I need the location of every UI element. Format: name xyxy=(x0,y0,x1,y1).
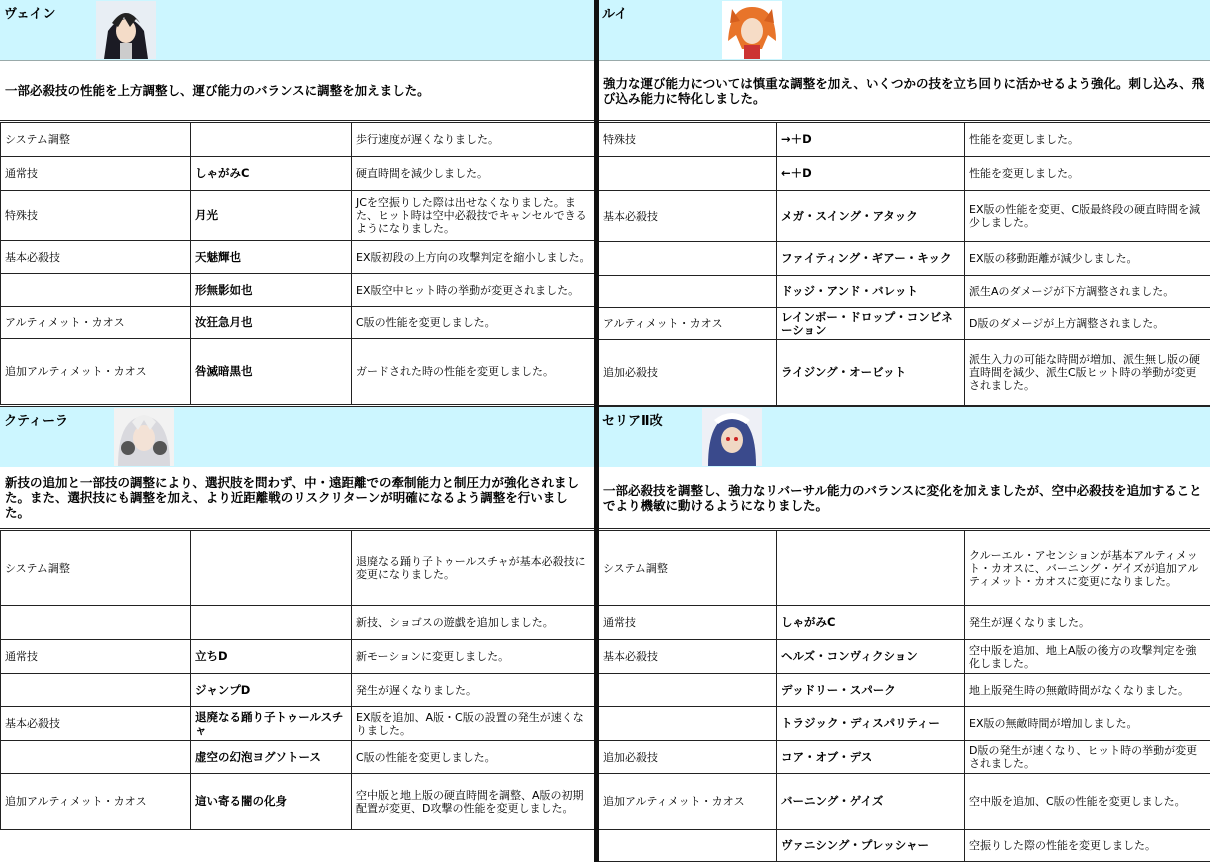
table-row xyxy=(599,830,1210,862)
description-cell: 派生Aのダメージが下方調整されました。 xyxy=(965,276,1210,308)
description-cell: D版のダメージが上方調整されました。 xyxy=(965,308,1210,340)
move-cell: メガ・スイング・アタック xyxy=(777,191,965,242)
character-portrait xyxy=(114,408,174,466)
change-table xyxy=(598,530,1210,862)
table-row xyxy=(1,674,597,707)
description-cell: JCを空振りした際は出せなくなりました。また、ヒット時は空中必殺技でキャンセルできるようになりました。 xyxy=(352,191,597,241)
move-cell: トラジック・ディスパリティー xyxy=(777,707,965,741)
category-cell xyxy=(1,274,191,307)
move-cell xyxy=(191,123,352,157)
description-cell: 歩行速度が遅くなりました。 xyxy=(352,123,597,157)
category-cell: システム調整 xyxy=(1,123,191,157)
move-cell: 這い寄る闇の化身 xyxy=(191,774,352,830)
table-row xyxy=(599,674,1210,707)
category-cell: 基本必殺技 xyxy=(1,241,191,274)
panel-summary: 強力な運び能力については慎重な調整を加え、いくつかの技を立ち回りに活かせるよう強化。刺し込み、飛び込み能力に特化しました。 xyxy=(598,61,1210,121)
move-cell: しゃがみC xyxy=(777,606,965,640)
description-cell: 空中版と地上版の硬直時間を調整、A版の初期配置が変更、D攻撃の性能を変更しました。 xyxy=(352,774,597,830)
panel-header xyxy=(598,0,1210,61)
move-cell: 汝狂急月也 xyxy=(191,307,352,339)
move-cell: ヘルズ・コンヴィクション xyxy=(777,640,965,674)
category-cell: アルティメット・カオス xyxy=(599,308,777,340)
table-row xyxy=(1,339,597,405)
table-row xyxy=(1,307,597,339)
table-row xyxy=(1,606,597,640)
category-cell: 追加アルティメット・カオス xyxy=(1,339,191,405)
table-row xyxy=(1,774,597,830)
description-cell: 空中版を追加、C版の性能を変更しました。 xyxy=(965,774,1210,830)
move-cell: 月光 xyxy=(191,191,352,241)
character-name: セリアⅡ改 xyxy=(602,414,663,429)
move-cell: ジャンプD xyxy=(191,674,352,707)
change-table xyxy=(0,122,597,405)
move-cell: 立ちD xyxy=(191,640,352,674)
table-row xyxy=(599,774,1210,830)
move-cell: 天魅輝也 xyxy=(191,241,352,274)
description-cell: EX版を追加、A版・C版の設置の発生が速くなりました。 xyxy=(352,707,597,741)
category-cell: システム調整 xyxy=(1,531,191,606)
description-cell: 性能を変更しました。 xyxy=(965,157,1210,191)
move-cell: ファイティング・ギアー・キック xyxy=(777,242,965,276)
table-row xyxy=(1,157,597,191)
category-cell xyxy=(599,242,777,276)
category-cell: 特殊技 xyxy=(1,191,191,241)
table-row xyxy=(599,640,1210,674)
table-row xyxy=(1,241,597,274)
move-cell: ←＋D xyxy=(777,157,965,191)
character-portrait xyxy=(96,1,156,59)
description-cell: D版の発生が速くなり、ヒット時の挙動が変更されました。 xyxy=(965,741,1210,774)
table-row xyxy=(599,276,1210,308)
panel-header xyxy=(598,406,1210,468)
character-name: ヴェイン xyxy=(4,7,56,22)
category-cell: 基本必殺技 xyxy=(599,191,777,242)
description-cell: 発生が遅くなりました。 xyxy=(965,606,1210,640)
category-cell: 特殊技 xyxy=(599,123,777,157)
category-cell: 通常技 xyxy=(599,606,777,640)
category-cell xyxy=(1,674,191,707)
description-cell: 地上版発生時の無敵時間がなくなりました。 xyxy=(965,674,1210,707)
description-cell: 新モーションに変更しました。 xyxy=(352,640,597,674)
table-row xyxy=(599,340,1210,406)
move-cell xyxy=(191,606,352,640)
category-cell: 追加必殺技 xyxy=(599,340,777,406)
character-name: クティーラ xyxy=(4,414,68,429)
table-row xyxy=(1,741,597,774)
character-portrait xyxy=(702,408,762,466)
move-cell: →＋D xyxy=(777,123,965,157)
character-panel-celia xyxy=(598,406,1210,862)
description-cell: EX版の無敵時間が増加しました。 xyxy=(965,707,1210,741)
move-cell: 虚空の幻泡ヨグソトース xyxy=(191,741,352,774)
description-cell: 発生が遅くなりました。 xyxy=(352,674,597,707)
table-row xyxy=(599,191,1210,242)
table-row xyxy=(599,157,1210,191)
move-cell: ヴァニシング・プレッシャー xyxy=(777,830,965,862)
description-cell: C版の性能を変更しました。 xyxy=(352,307,597,339)
table-row xyxy=(1,191,597,241)
category-cell: 基本必殺技 xyxy=(1,707,191,741)
table-row xyxy=(1,123,597,157)
category-cell xyxy=(599,674,777,707)
character-panel-rui xyxy=(598,0,1210,406)
panel-summary: 一部必殺技を調整し、強力なリバーサル能力のバランスに変化を加えましたが、空中必殺技を追加することでより機敏に動けるようになりました。 xyxy=(598,467,1210,529)
description-cell: 空中版を追加、地上A版の後方の攻撃判定を強化しました。 xyxy=(965,640,1210,674)
table-row xyxy=(1,640,597,674)
category-cell xyxy=(599,276,777,308)
description-cell: クルーエル・アセンションが基本アルティメット・カオスに、バーニング・ゲイズが追加アルティメット・カオスに変更になりました。 xyxy=(965,531,1210,606)
description-cell: EX版初段の上方向の攻撃判定を縮小しました。 xyxy=(352,241,597,274)
move-cell: 退廃なる踊り子トゥールスチャ xyxy=(191,707,352,741)
description-cell: 性能を変更しました。 xyxy=(965,123,1210,157)
move-cell: ドッジ・アンド・バレット xyxy=(777,276,965,308)
category-cell xyxy=(599,707,777,741)
category-cell: システム調整 xyxy=(599,531,777,606)
panel-divider xyxy=(594,0,599,862)
category-cell xyxy=(599,830,777,862)
category-cell xyxy=(599,157,777,191)
table-row xyxy=(599,707,1210,741)
category-cell: 追加アルティメット・カオス xyxy=(599,774,777,830)
move-cell: 咎滅暗黒也 xyxy=(191,339,352,405)
character-name: ルイ xyxy=(602,7,628,22)
panel-summary: 新技の追加と一部技の調整により、選択肢を問わず、中・遠距離での牽制能力と制圧力が強化されました。また、選択技にも調整を加え、より近距離戦のリスクリターンが明確になるよう調整を行いました。 xyxy=(0,467,596,529)
character-portrait xyxy=(722,1,782,59)
category-cell: 基本必殺技 xyxy=(599,640,777,674)
move-cell: ライジング・オービット xyxy=(777,340,965,406)
category-cell: アルティメット・カオス xyxy=(1,307,191,339)
description-cell: 派生入力の可能な時間が増加、派生無し版の硬直時間を減少、派生C版ヒット時の挙動が変更されました。 xyxy=(965,340,1210,406)
table-row xyxy=(599,606,1210,640)
table-row xyxy=(1,707,597,741)
description-cell: EX版の移動距離が減少しました。 xyxy=(965,242,1210,276)
change-table xyxy=(598,122,1210,406)
move-cell xyxy=(777,531,965,606)
move-cell: 形無影如也 xyxy=(191,274,352,307)
character-panel-vein xyxy=(0,0,596,406)
move-cell: デッドリー・スパーク xyxy=(777,674,965,707)
move-cell: しゃがみC xyxy=(191,157,352,191)
category-cell: 追加必殺技 xyxy=(599,741,777,774)
move-cell: バーニング・ゲイズ xyxy=(777,774,965,830)
description-cell: ガードされた時の性能を変更しました。 xyxy=(352,339,597,405)
table-row xyxy=(599,741,1210,774)
description-cell: C版の性能を変更しました。 xyxy=(352,741,597,774)
description-cell: 新技、ショゴスの遊戯を追加しました。 xyxy=(352,606,597,640)
move-cell xyxy=(191,531,352,606)
panel-header xyxy=(0,406,596,468)
description-cell: EX版空中ヒット時の挙動が変更されました。 xyxy=(352,274,597,307)
description-cell: 退廃なる踊り子トゥールスチャが基本必殺技に変更になりました。 xyxy=(352,531,597,606)
description-cell: EX版の性能を変更、C版最終段の硬直時間を減少しました。 xyxy=(965,191,1210,242)
description-cell: 空振りした際の性能を変更しました。 xyxy=(965,830,1210,862)
move-cell: レインボー・ドロップ・コンビネーション xyxy=(777,308,965,340)
description-cell: 硬直時間を減少しました。 xyxy=(352,157,597,191)
table-row xyxy=(599,123,1210,157)
table-row xyxy=(1,274,597,307)
category-cell xyxy=(1,741,191,774)
category-cell: 通常技 xyxy=(1,640,191,674)
table-row xyxy=(599,531,1210,606)
table-row xyxy=(599,242,1210,276)
change-table xyxy=(0,530,597,830)
category-cell: 追加アルティメット・カオス xyxy=(1,774,191,830)
table-row xyxy=(1,531,597,606)
panel-header xyxy=(0,0,596,61)
category-cell xyxy=(1,606,191,640)
table-row xyxy=(599,308,1210,340)
panel-summary: 一部必殺技の性能を上方調整し、運び能力のバランスに調整を加えました。 xyxy=(0,61,596,121)
category-cell: 通常技 xyxy=(1,157,191,191)
character-panel-cthylla xyxy=(0,406,596,862)
move-cell: コア・オブ・デス xyxy=(777,741,965,774)
